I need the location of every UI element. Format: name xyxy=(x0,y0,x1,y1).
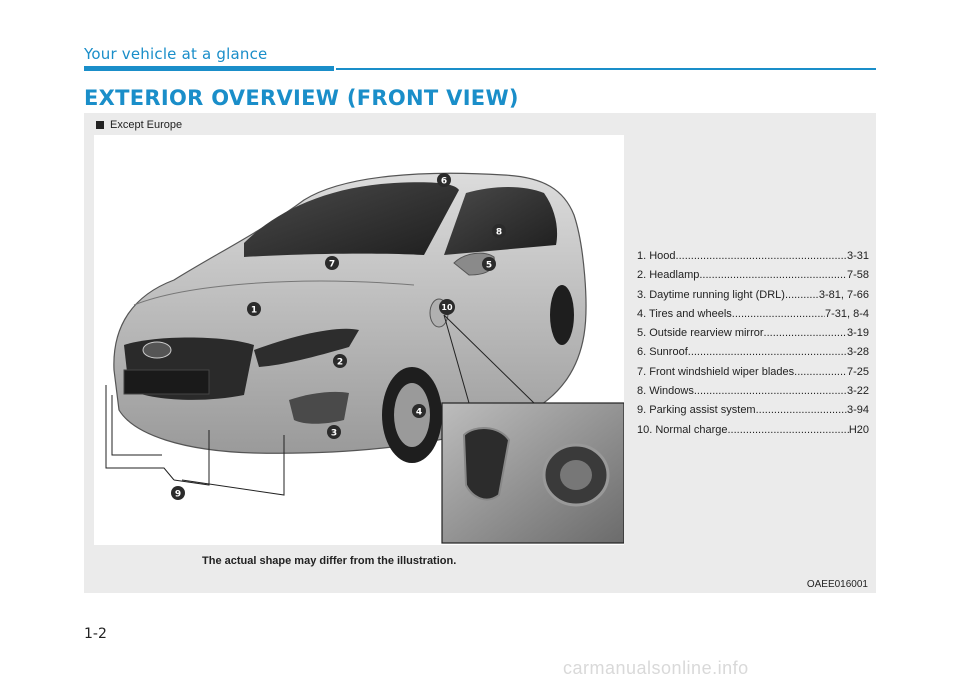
legend-label: 10. Normal charge xyxy=(637,423,728,436)
legend-item xyxy=(637,363,869,382)
rear-wheel xyxy=(550,285,574,345)
section-rule-thin xyxy=(336,68,876,70)
page-heading: EXTERIOR OVERVIEW (FRONT VIEW) xyxy=(84,86,519,110)
legend-label: 5. Outside rearview mirror xyxy=(637,327,764,340)
legend-item xyxy=(637,401,869,420)
svg-text:4: 4 xyxy=(415,407,423,418)
legend-item xyxy=(637,247,869,266)
svg-text:1: 1 xyxy=(250,305,258,316)
legend-leader-dots xyxy=(794,363,847,382)
legend-leader-dots xyxy=(732,305,825,324)
svg-text:6: 6 xyxy=(440,176,448,187)
variant-note xyxy=(96,119,182,131)
section-title: Your vehicle at a glance xyxy=(84,45,268,63)
legend-leader-dots xyxy=(694,382,847,401)
legend-page-ref: 3-94 xyxy=(846,404,869,417)
legend-leader-dots xyxy=(699,266,847,285)
legend-page-ref: 3-81, 7-66 xyxy=(818,288,869,301)
car-drawing xyxy=(94,135,624,545)
legend-page-ref: H20 xyxy=(848,423,869,436)
legend-page-ref: 3-19 xyxy=(846,327,869,340)
square-bullet-icon xyxy=(96,121,104,129)
legend-page-ref: 3-22 xyxy=(846,385,869,398)
image-code: OAEE016001 xyxy=(806,579,868,590)
legend-item xyxy=(637,305,869,324)
svg-text:3: 3 xyxy=(330,428,338,439)
windshield xyxy=(244,182,459,257)
legend-item xyxy=(637,324,869,343)
legend-leader-dots xyxy=(688,343,847,362)
legend-item xyxy=(637,286,869,305)
component-legend xyxy=(637,247,869,440)
disclaimer: The actual shape may differ from the illustration. xyxy=(202,555,457,567)
variant-note-text: Except Europe xyxy=(110,119,183,131)
vehicle-illustration xyxy=(94,135,624,545)
legend-item xyxy=(637,266,869,285)
legend-leader-dots xyxy=(676,247,847,266)
legend-leader-dots xyxy=(728,421,849,440)
legend-page-ref: 7-58 xyxy=(846,269,869,282)
illustration-panel xyxy=(84,113,876,593)
svg-text:9: 9 xyxy=(174,489,182,500)
section-rule-thick xyxy=(84,66,334,71)
legend-item xyxy=(637,343,869,362)
legend-item xyxy=(637,421,869,440)
svg-text:5: 5 xyxy=(485,260,493,271)
svg-text:2: 2 xyxy=(336,357,344,368)
legend-leader-dots xyxy=(764,324,847,343)
svg-text:10: 10 xyxy=(441,303,453,312)
svg-text:7: 7 xyxy=(328,259,336,270)
legend-label: 3. Daytime running light (DRL) xyxy=(637,288,785,301)
page-number: 1-2 xyxy=(84,626,107,642)
legend-label: 2. Headlamp xyxy=(637,269,700,282)
legend-label: 8. Windows xyxy=(637,385,694,398)
svg-text:8: 8 xyxy=(495,227,503,238)
legend-label: 7. Front windshield wiper blades xyxy=(637,365,795,378)
logo xyxy=(143,342,171,358)
legend-label: 4. Tires and wheels xyxy=(637,307,732,320)
legend-item xyxy=(637,382,869,401)
legend-page-ref: 3-28 xyxy=(846,346,869,359)
watermark: carmanualsonline.info xyxy=(563,658,749,678)
legend-leader-dots xyxy=(785,286,819,305)
legend-label: 1. Hood xyxy=(637,250,676,262)
legend-page-ref: 3-31 xyxy=(846,250,869,262)
legend-page-ref: 7-25 xyxy=(846,365,869,378)
legend-label: 6. Sunroof xyxy=(637,346,688,359)
legend-page-ref: 7-31, 8-4 xyxy=(824,307,869,320)
legend-leader-dots xyxy=(756,401,847,420)
legend-label: 9. Parking assist system xyxy=(637,404,756,417)
plate xyxy=(124,370,209,394)
